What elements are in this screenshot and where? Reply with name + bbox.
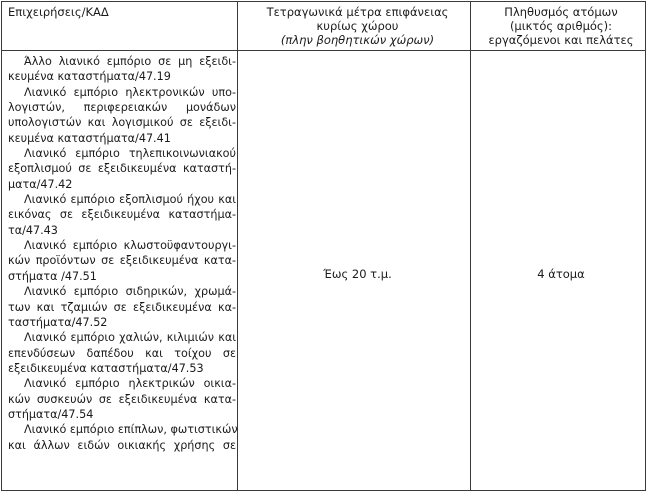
regulation-table <box>1 1 646 491</box>
header-line: Τετραγωνικά μέτρα επιφάνειας <box>266 5 449 19</box>
column-divider <box>470 2 471 490</box>
population-value: 4 άτομα <box>537 267 585 281</box>
header-divider <box>2 50 645 51</box>
text-line: εξοπλισμού σε εξειδικευμένα καταστή- <box>8 162 236 176</box>
business-list-cell <box>8 54 236 453</box>
text-line: Λιανικό εμπόριο ηλεκτρονικών υπο- <box>24 85 236 99</box>
header-line: (μικτός αριθμός): <box>509 19 613 33</box>
text-line: στήματα/47.54 <box>8 407 94 421</box>
header-businesses-kad: Επιχειρήσεις/ΚΑΔ <box>8 5 109 19</box>
header-floor-area <box>243 5 472 47</box>
text-line: Λιανικό εμπόριο τηλεπικοινωνιακού <box>24 147 236 161</box>
text-line: κών προϊόντων σε εξειδικευμένα κατα- <box>8 254 236 268</box>
text-line: κών συσκευών σε εξειδικευμένα κατα- <box>8 392 236 406</box>
header-population <box>476 5 646 47</box>
floor-area-value: Έως 20 τ.μ. <box>323 267 392 281</box>
text-line: εικόνας σε εξειδικευμένα καταστήμα- <box>8 208 236 222</box>
text-line: κευμένα καταστήματα/47.41 <box>8 131 171 145</box>
text-line: και άλλων ειδών οικιακής χρήσης σε <box>8 438 236 452</box>
text-line: Λιανικό εμπόριο εξοπλισμού ήχου και <box>24 193 236 207</box>
text-line: εξειδικευμένα καταστήματα/47.53 <box>8 361 204 375</box>
text-line: Λιανικό εμπόριο σιδηρικών, χρωμά- <box>24 285 236 299</box>
text-line: Λιανικό εμπόριο κλωστοϋφαντουργι- <box>24 239 236 253</box>
text-line: Λιανικό εμπόριο χαλιών, κιλιμιών και <box>24 331 236 345</box>
text-line: στήματα /47.51 <box>8 269 97 283</box>
column-divider <box>237 2 238 490</box>
header-line: κυρίως χώρου <box>316 19 399 33</box>
text-line: υπολογιστών και λογισμικού σε εξειδι- <box>8 116 236 130</box>
header-line: εργαζόμενοι και πελάτες <box>488 33 634 47</box>
text-line: τα/47.43 <box>8 223 58 237</box>
text-line: ματα/47.42 <box>8 177 73 191</box>
header-line: (πλην βοηθητικών χώρων) <box>280 33 435 47</box>
text-line: των και τζαμιών σε εξειδικευμένα κα- <box>8 300 236 314</box>
text-line: ταστήματα/47.52 <box>8 315 108 329</box>
text-line: λογιστών, περιφερειακών μονάδων <box>8 101 236 115</box>
text-line: Άλλο λιανικό εμπόριο σε μη εξειδι- <box>24 55 236 68</box>
text-line: επενδύσεων δαπέδου και τοίχου σε <box>8 346 236 360</box>
header-line: Πληθυσμός ατόμων <box>504 5 618 19</box>
text-line: Λιανικό εμπόριο ηλεκτρικών οικια- <box>24 377 236 391</box>
text-line: κευμένα καταστήματα/47.19 <box>8 70 171 84</box>
text-line: Λιανικό εμπόριο επίπλων, φωτιστικών <box>24 423 238 437</box>
